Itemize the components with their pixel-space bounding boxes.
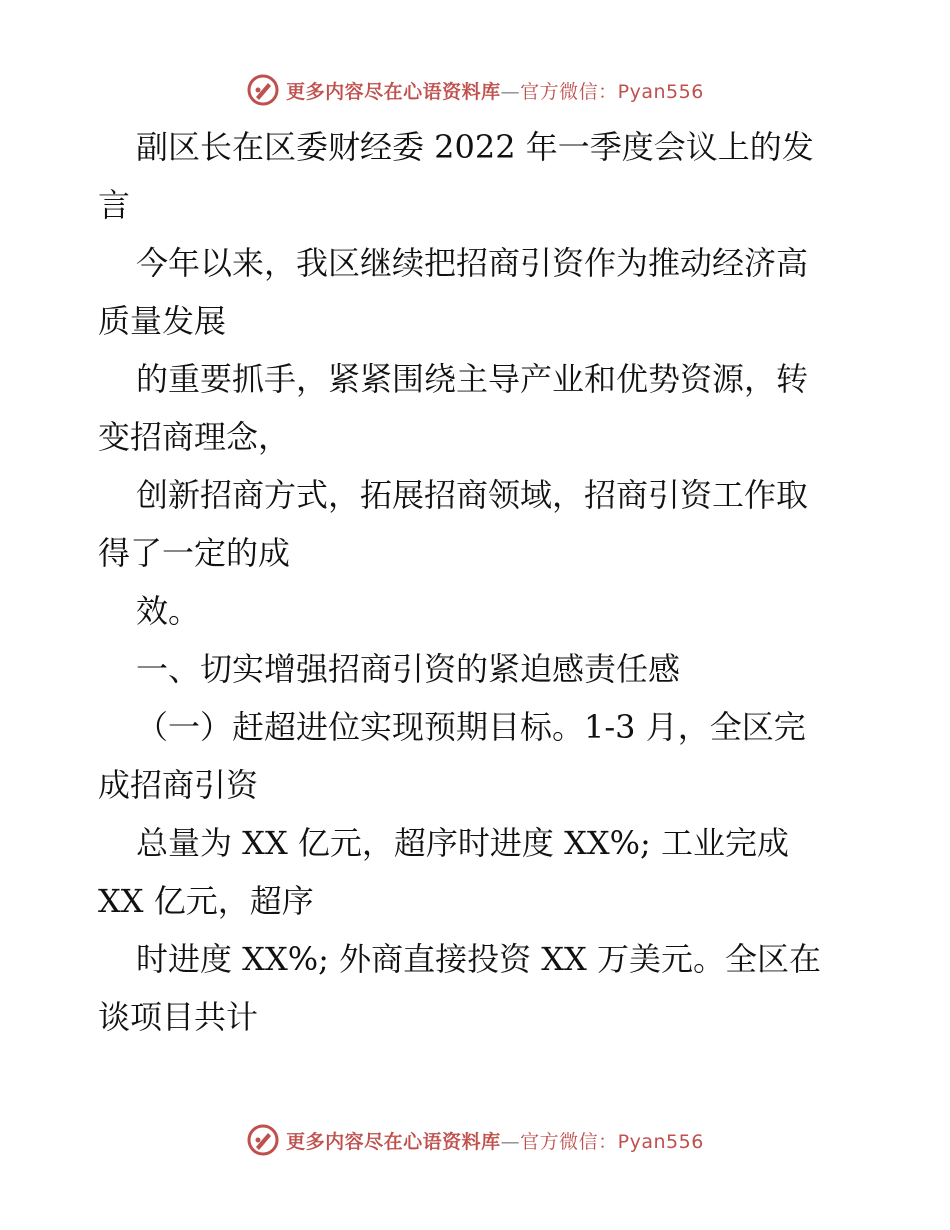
pen-nib-logo-icon: [246, 1123, 280, 1157]
text-line: 质量发展: [98, 302, 227, 340]
text-line: 变招商理念，: [98, 418, 291, 456]
banner-wechat: 官方微信：Pyan556: [520, 1130, 704, 1153]
text-line: 副区长在区委财经委 2022 年一季度会议上的发: [136, 128, 814, 166]
document-body: [98, 118, 858, 1046]
text-line: 效。: [136, 592, 201, 630]
text-line: （一）赶超进位实现预期目标。1-3 月，全区完: [136, 708, 806, 746]
pen-nib-logo-icon: [246, 73, 280, 107]
header-banner: [0, 70, 950, 110]
banner-text: [286, 77, 704, 104]
text-line: 时进度 XX%; 外商直接投资 XX 万美元。全区在: [136, 940, 822, 978]
banner-dash: —: [500, 80, 521, 103]
banner-content: [246, 73, 704, 107]
banner-wechat: 官方微信：Pyan556: [520, 80, 704, 103]
text-line: 得了一定的成: [98, 534, 291, 572]
text-line: 成招商引资: [98, 766, 259, 804]
text-line: 谈项目共计: [98, 998, 259, 1036]
banner-text: [286, 1127, 704, 1154]
section-heading: 一、切实增强招商引资的紧迫感责任感: [136, 650, 681, 688]
text-line: 创新招商方式，拓展招商领域，招商引资工作取: [136, 476, 809, 514]
footer-banner: [0, 1120, 950, 1160]
text-line: 今年以来，我区继续把招商引资作为推动经济高: [136, 244, 809, 282]
banner-site-name: 更多内容尽在心语资料库: [286, 80, 501, 103]
banner-dash: —: [500, 1130, 521, 1153]
text-line: 的重要抓手，紧紧围绕主导产业和优势资源，转: [136, 360, 809, 398]
text-line: XX 亿元，超序: [98, 882, 314, 920]
text-line: 言: [98, 186, 131, 224]
text-line: 总量为 XX 亿元，超序时进度 XX%; 工业完成: [136, 824, 790, 862]
banner-content: [246, 1123, 704, 1157]
banner-site-name: 更多内容尽在心语资料库: [286, 1130, 501, 1153]
